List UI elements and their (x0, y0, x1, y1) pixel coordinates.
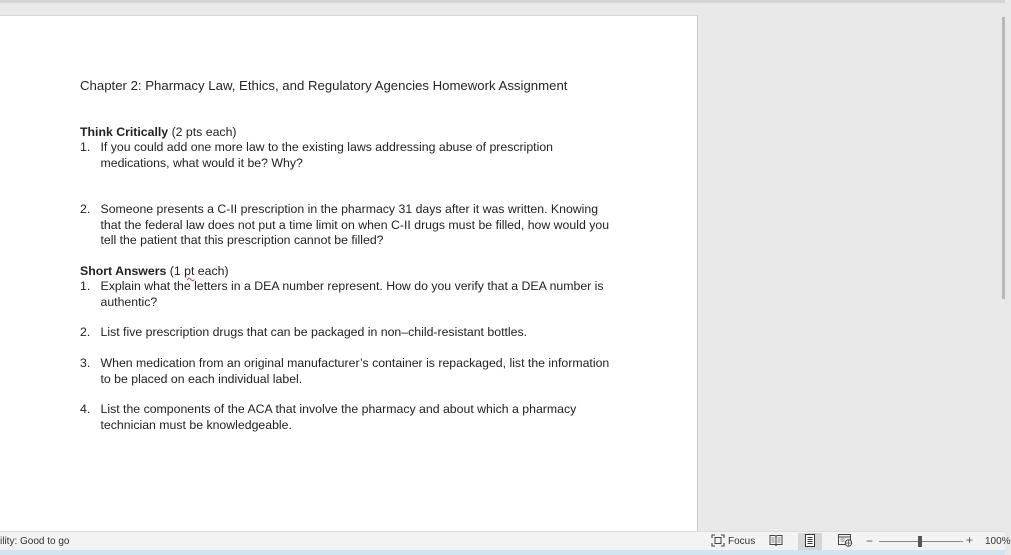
spelling-error-word[interactable]: pt (184, 264, 195, 278)
question-number: 1. (80, 140, 91, 154)
focus-icon (711, 534, 725, 550)
web-layout-icon (838, 534, 853, 550)
think-question-1 (80, 140, 620, 171)
vertical-scrollbar-thumb[interactable] (1002, 17, 1005, 299)
question-number: 4. (80, 402, 91, 416)
think-critically-heading (80, 125, 237, 141)
status-bar (0, 531, 1011, 551)
zoom-level[interactable]: 100% (985, 536, 1011, 547)
focus-button[interactable] (711, 533, 756, 550)
question-number: 3. (80, 356, 91, 370)
question-text: Someone presents a C-II prescription in the pharmacy 31 days after it was written. Knowing that the federal law does not put a time limit on when C-II drugs must be filled, how would you tell the patient that this prescription cannot be filled? (100, 202, 610, 247)
short-question-4 (80, 402, 620, 433)
short-question-3 (80, 356, 620, 387)
question-number: 1. (80, 279, 91, 293)
focus-label: Focus (728, 536, 756, 547)
document-canvas[interactable] (0, 3, 1005, 531)
web-layout-button[interactable] (833, 533, 857, 550)
short-answers-points-close: each) (194, 264, 229, 278)
question-text: List the components of the ACA that involve the pharmacy and about which a pharmacy technician must be knowledgeable. (100, 402, 577, 432)
question-text: When medication from an original manufacturer’s container is repackaged, list the information to be placed on each individual label. (100, 356, 610, 386)
think-question-2 (80, 202, 620, 249)
zoom-in-button[interactable]: + (966, 533, 974, 547)
question-number: 2. (80, 325, 91, 339)
print-layout-icon (804, 534, 816, 550)
short-question-1 (80, 279, 620, 310)
page-title: Chapter 2: Pharmacy Law, Ethics, and Regulatory Agencies Homework Assignment (80, 78, 568, 93)
question-text: If you could add one more law to the existing laws addressing abuse of prescription medications, what would it be? Why? (100, 140, 554, 170)
print-layout-button[interactable] (798, 533, 822, 550)
think-critically-label: Think Critically (80, 125, 169, 139)
think-critically-points: (2 pts each) (168, 125, 237, 139)
question-number: 2. (80, 202, 91, 216)
zoom-out-button[interactable]: − (866, 534, 874, 548)
question-text: List five prescription drugs that can be packaged in non–child-resistant bottles. (100, 325, 528, 339)
short-answers-heading (80, 264, 229, 280)
read-mode-button[interactable] (764, 533, 788, 550)
short-question-2 (80, 325, 620, 341)
question-text: Explain what the letters in a DEA number represent. How do you verify that a DEA number is authentic? (100, 279, 604, 309)
short-answers-points-open: (1 (166, 264, 185, 278)
read-mode-icon (769, 534, 783, 549)
zoom-slider-thumb[interactable] (918, 536, 922, 547)
document-page[interactable] (0, 15, 698, 546)
short-answers-label: Short Answers (80, 264, 167, 278)
accessibility-status[interactable]: ility: Good to go (0, 536, 70, 547)
taskbar-edge (0, 550, 1005, 555)
